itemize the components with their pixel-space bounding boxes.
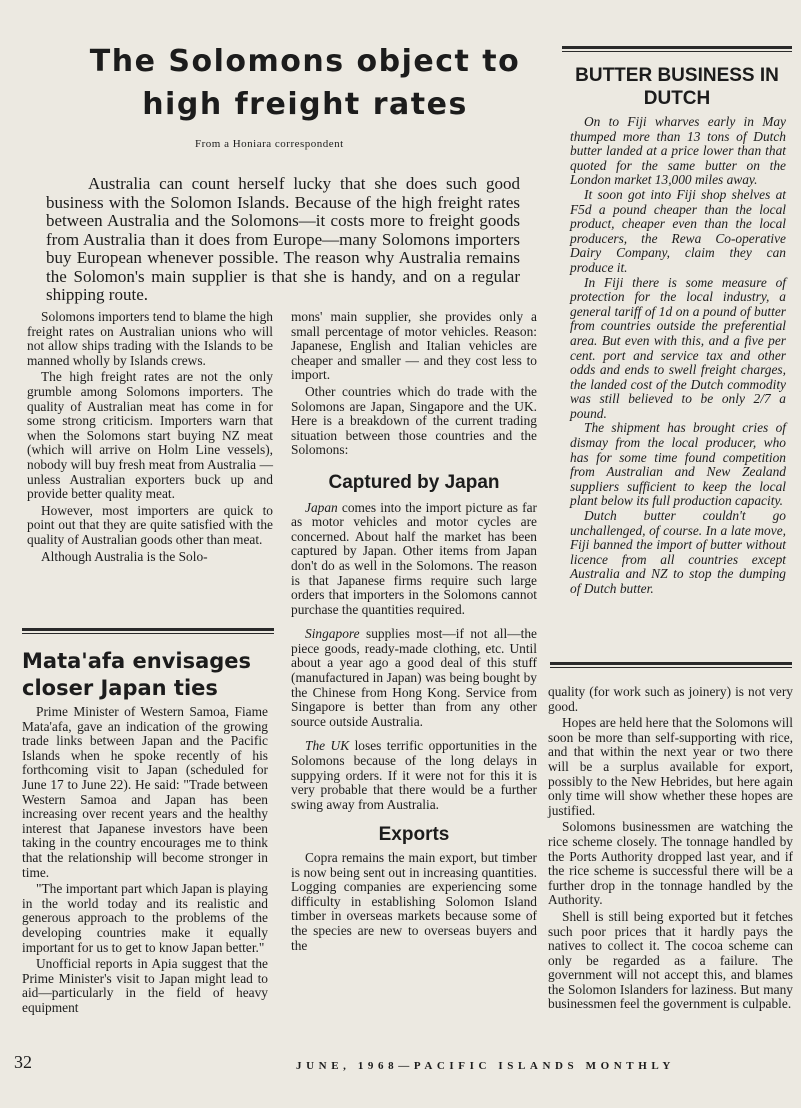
- main-headline: The Solomons object to high freight rates: [89, 44, 521, 122]
- matafa-body: [22, 705, 268, 1017]
- paragraph-singapore: Singapore supplies most—if not all—the piece goods, ready-made clothing, etc. Until about a year ago a good deal of this stuff (manufactured in Japan) was being bought by the Chinese from Hong Kong. Service from Singapore is better than from any other source outside Australia.: [291, 626, 537, 729]
- lede-paragraph: Australia can count herself lucky that she does such good business with the Solomon Islands. Because of the high freight rates between Australia and the Solomons—it costs more to freight goods from Australia than it does from Europe—many Solomons importers buy European whenever possible. The reason why Australia remains the Solomon's main supplier is that she is handy, and on a regular shipping route.: [46, 174, 520, 304]
- paragraph: Dutch butter couldn't go unchallenged, of course. In a late move, Fiji banned the import of butter without licence from all countries except Australia and NZ to stop the dumping of Dutch butter.: [570, 508, 786, 596]
- paragraph: On to Fiji wharves early in May thumped more than 13 tons of Dutch butter landed at a price lower than that quoted for the same butter on the London market 13,000 miles away.: [570, 114, 786, 188]
- butter-top-rule: [562, 46, 792, 52]
- paragraph: Solomons importers tend to blame the high freight rates on Australian unions who will not allow ships trading with the Islands to be manned wholly by Islands crews.: [27, 309, 273, 368]
- section-rule: [22, 628, 274, 634]
- paragraph: mons' main supplier, she provides only a small percentage of motor vehicles. Reason: Japanese, English and Italian vehicles are cheaper and smaller — and they cost less to import.: [291, 309, 537, 383]
- paragraph: Unofficial reports in Apia suggest that the Prime Minister's visit to Japan might lead to aid—particularly in the field of heavy equipment: [22, 956, 268, 1015]
- paragraph: quality (for work such as joinery) is not very good.: [548, 684, 793, 714]
- paragraph-japan: Japan comes into the import picture as far as motor vehicles and motor cycles are concerned. About half the market has been captured by Japan. Other items from Japan don't do as well in the Solomons. The reason is that Japanese firms require such large orders that importers in the Solomons cannot purchase the quantities required.: [291, 499, 537, 617]
- paragraph: Prime Minister of Western Samoa, Fiame Mata'afa, gave an indication of the growing trade links between Japan and the Pacific Islands when he spoke recently of his forthcoming visit to Japan (scheduled for June 17 to June 22). He said: "Trade between Western Samoa and Japan has been increasing over recent years and the healthy interest that Japanese investors have been taking in the country encourages me to think that the relationship will become stronger in time.: [22, 704, 268, 880]
- paragraph: The shipment has brought cries of dismay from the local producer, who has for some time found competition from Australian and New Zealand suppliers sufficient to keep the local plant below its full production capacity.: [570, 420, 786, 509]
- paragraph: Hopes are held here that the Solomons will soon be more than self-supporting with rice, and that within the next year or two there will be a surplus available for export, possibly to the New Hebrides, but here again only time will show whether these hopes are justified.: [548, 715, 793, 818]
- page-number: 32: [14, 1052, 32, 1072]
- paragraph: It soon got into Fiji shop shelves at F5d a pound cheaper than the local product, cheaper even than the local producers, the Rewa Co-operative Dairy Company, claim they can produce it.: [570, 186, 786, 275]
- issue-footer: JUNE, 1968—PACIFIC ISLANDS MONTHLY: [296, 1060, 675, 1072]
- paragraph: Shell is still being exported but it fetches such poor prices that it hardly pays the natives to collect it. The cocoa scheme can only be regarded as a failure. The government will not accept this, and blames the Solomon Islanders for laziness. But many businessmen feel the government is culpable.: [548, 908, 793, 1012]
- byline: From a Honiara correspondent: [195, 138, 344, 150]
- butter-bottom-rule: [550, 662, 792, 668]
- main-col-2: [291, 310, 537, 955]
- subhead-exports: Exports: [378, 824, 450, 846]
- subhead-captured-by-japan: Captured by Japan: [328, 471, 500, 493]
- paragraph: Solomons businessmen are watching the rice scheme closely. The tonnage handled by the Ports Authority dropped last year, and if the rice scheme is successful there will be a further drop in the tonnage handled by the Authority.: [548, 819, 793, 908]
- main-col-3: [548, 685, 793, 1014]
- paragraph: The high freight rates are not the only grumble among Solomons importers. The quality of Australian meat has come in for some strong criticism. Importers warn that when the Solomons start buying NZ meat (which will arrive on Holm Line vessels), nobody will buy fresh meat from Australia — unless Australian exporters buck up and provide better quality meat.: [27, 369, 273, 502]
- paragraph: "The important part which Japan is playing in the world today and its realistic and generous approach to the problems of the developing countries make it equally important for us to get to know Japan better.": [22, 881, 268, 955]
- paragraph: However, most importers are quick to point out that they are quite satisfied with the quality of Australian goods other than meat.: [27, 502, 273, 547]
- matafa-headline: Mata'afa envisages closer Japan ties: [22, 649, 252, 700]
- main-col-1: [27, 310, 273, 566]
- paragraph-exports: Copra remains the main export, but timber is now being sent out in increasing quantities. Logging companies are experiencing some difficulty in establishing Solomon Island timber in overseas markets because some of the species are new to overseas buyers and the: [291, 850, 537, 953]
- paragraph: Other countries which do trade with the Solomons are Japan, Singapore and the UK. Here is a breakdown of the current trading situation between those countries and the Solomons:: [291, 383, 537, 458]
- butter-body: [570, 115, 786, 597]
- butter-headline: BUTTER BUSINESS IN DUTCH: [575, 65, 779, 109]
- paragraph: Although Australia is the Solo-: [41, 548, 208, 564]
- paragraph: In Fiji there is some measure of protection for the local industry, a general tariff of 1d on a pound of butter from countries outside the preferential area. But even with this, and a five per cent. port and service tax and other odds and ends to swell freight charges, the landed cost of the Dutch commodity was still believed to be only 2/7 a pound.: [570, 274, 786, 421]
- paragraph-uk: The UK loses terrific opportunities in the Solomons because of the long delays in suppying orders. If it were not for this it is very probable that there would be a further swing away from Australia.: [291, 738, 537, 812]
